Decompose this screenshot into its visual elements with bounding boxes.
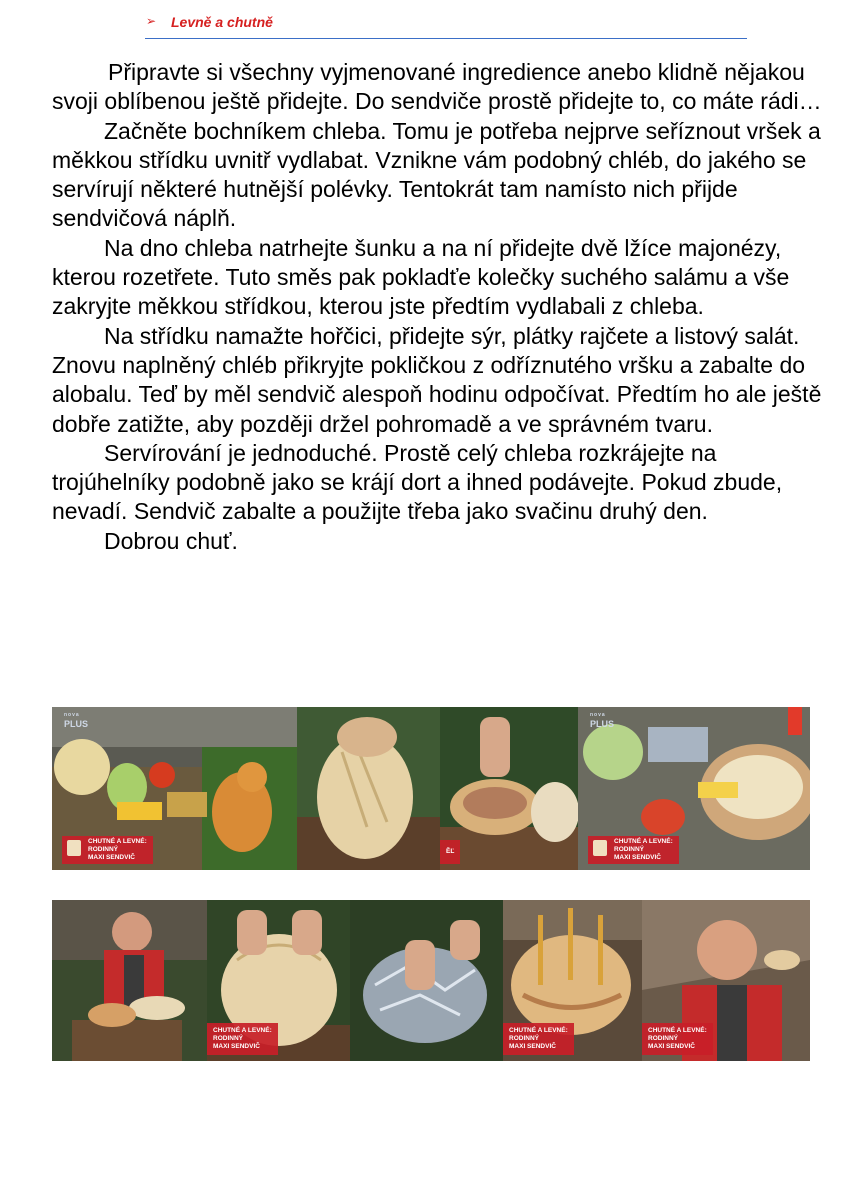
show-banner: CHUTNÉ A LEVNÉ: RODINNÝ MAXI SENDVIČ [62, 836, 153, 864]
paragraph-2: Začněte bochníkem chleba. Tomu je potřeba nejprve seříznout vršek a měkkou střídku uvnitř vydlabat. Vznikne vám podobný chléb, do jakého se servírují některé hutnější polévky. Tentokrát tam namísto nich přijde sendvičová náplň. [52, 117, 821, 232]
paragraph-5: Servírování je jednoduché. Prostě celý chleba rozkrájejte na trojúhelníky podobně jako se krájí dort a ihned podávejte. Pokud zbude, nevadí. Sendvič zabalte a použijte třeba jako svačinu druhý den. [52, 439, 783, 525]
show-banner: CHUTNÉ A LEVNÉ: RODINNÝ MAXI SENDVIČ [642, 1023, 713, 1055]
photo-chef-preparing [52, 900, 207, 1061]
photo-hollow-bread [440, 707, 578, 870]
paragraph-3: Na dno chleba natrhejte šunku a na ní přidejte dvě lžíce majonézy, kterou rozetřete. Tuto směs pak pokladťe kolečky suchého salámu a vše zakryjte měkkou střídkou, kterou jste předtím vydlabali z chleba. [52, 234, 790, 320]
show-banner: CHUTNÉ A LEVNÉ: RODINNÝ MAXI SENDVIČ [503, 1023, 574, 1055]
photo-sliced-sandwich [503, 900, 642, 1061]
show-banner-partial: ĚĽ [440, 840, 460, 864]
paragraph-1: Připravte si všechny vyjmenované ingredience anebo klidně nějakou svoji oblíbenou ještě přidejte. Do sendviče prostě přidejte to, co máte rádi… [52, 59, 822, 115]
photo-ingredients-cat [52, 707, 297, 870]
show-banner: CHUTNÉ A LEVNÉ: RODINNÝ MAXI SENDVIČ [588, 836, 679, 864]
photo-foil-wrap-image [350, 900, 503, 1061]
arrow-bullet-icon: ➢ [146, 14, 157, 28]
photo-bread-loaf-image [297, 707, 440, 870]
paragraph-6: Dobrou chuť. [104, 527, 238, 554]
photo-closing-bread [207, 900, 350, 1061]
tv-logo: nova PLUS [64, 712, 89, 729]
page-header [145, 12, 747, 39]
header-title: Levně a chutně [171, 14, 273, 30]
photo-bread-loaf [297, 707, 440, 870]
show-banner: CHUTNÉ A LEVNÉ: RODINNÝ MAXI SENDVIČ [207, 1023, 278, 1055]
photo-chef-preparing-image [52, 900, 207, 1061]
photo-foil-wrap [350, 900, 503, 1061]
tv-logo: nova PLUS [590, 712, 615, 729]
photo-chef-tasting [642, 900, 810, 1061]
photo-strip-top [52, 707, 810, 870]
article-body [52, 58, 822, 556]
photo-hollow-bread-image [440, 707, 578, 870]
paragraph-4: Na střídku namažte hořčici, přidejte sýr, plátky rajčete a listový salát. Znovu naplněný chléb přikryjte pokličkou z odříznutého vršku a zabalte do alobalu. Teď by měl sendvič alespoň hodinu odpočívat. Předtím ho ale ještě dobře zatižte, aby později držel pohromadě a ve správném tvaru. [52, 322, 822, 437]
photo-strip-bottom [52, 900, 810, 1061]
photo-bread-with-mayo [578, 707, 810, 870]
